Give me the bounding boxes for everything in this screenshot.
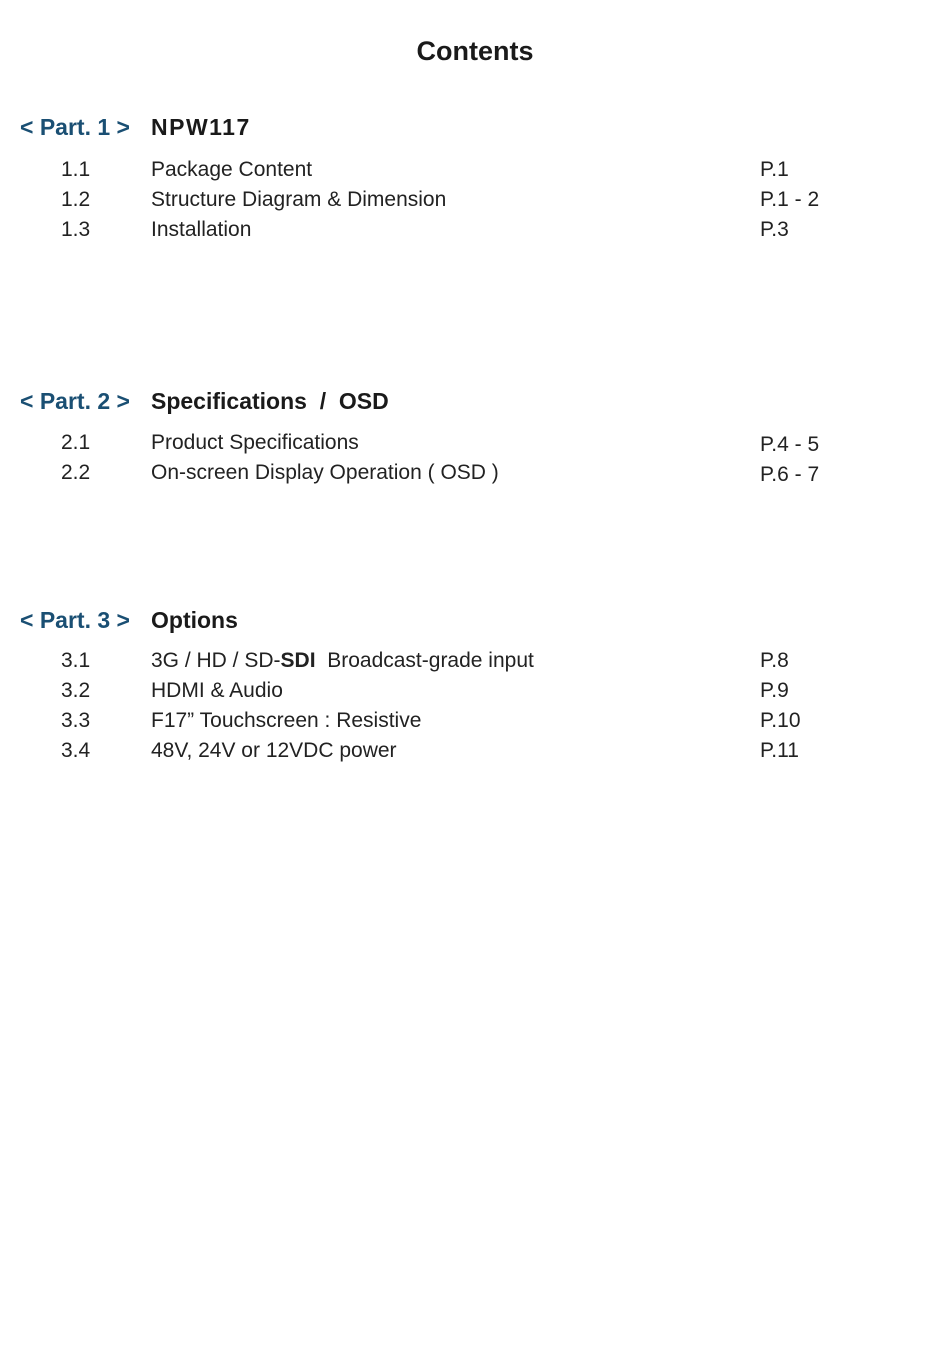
toc-title-suffix: Broadcast-grade input [315,649,534,672]
part-2-label: < Part. 2 > [20,388,130,414]
toc-number: 2.1 [61,431,91,454]
toc-number: 1.3 [61,218,91,241]
toc-number: 3.3 [61,709,91,732]
part-1-name: NPW117 [151,114,251,140]
toc-title: Structure Diagram & Dimension [151,188,447,211]
toc-title: Product Specifications [151,431,359,454]
toc-row-3-2[interactable] [0,679,950,709]
toc-title: Installation [151,218,252,241]
toc-page: P.9 [760,679,789,702]
part-2-name: Specifications / OSD [151,388,389,414]
toc-page: P.3 [760,218,789,241]
toc-page: P.1 [760,158,789,181]
toc-number: 1.1 [61,158,91,181]
toc-title-bold: SDI [280,649,316,672]
toc-title: HDMI & Audio [151,679,283,702]
toc-number: 2.2 [61,461,91,484]
toc-page: P.11 [760,739,799,762]
toc-number: 3.4 [61,739,91,762]
toc-title [151,649,534,673]
toc-row-1-1[interactable] [0,158,950,188]
toc-title: F17” Touchscreen : Resistive [151,709,422,732]
toc-title: Package Content [151,158,313,181]
toc-page: P.1 - 2 [760,188,820,211]
toc-title: 48V, 24V or 12VDC power [151,739,397,762]
toc-row-3-1[interactable] [0,649,950,679]
toc-row-2-1[interactable] [0,431,950,461]
toc-row-1-3[interactable] [0,218,950,248]
toc-number: 3.2 [61,679,91,702]
part-3-name: Options [151,607,238,633]
toc-row-1-2[interactable] [0,188,950,218]
toc-title: On-screen Display Operation ( OSD ) [151,461,499,484]
toc-row-3-3[interactable] [0,709,950,739]
toc-title-prefix: 3G / HD / SD- [151,649,281,672]
part-1-label: < Part. 1 > [20,114,130,140]
toc-page: P.4 - 5 [760,433,820,456]
toc-row-3-4[interactable] [0,739,950,769]
toc-number: 3.1 [61,649,91,672]
part-3-label: < Part. 3 > [20,607,130,633]
toc-number: 1.2 [61,188,91,211]
page-title: Contents [416,36,534,66]
toc-page: P.6 - 7 [760,463,820,486]
toc-page: P.8 [760,649,789,672]
toc-page: P.10 [760,709,801,732]
toc-row-2-2[interactable] [0,461,950,491]
